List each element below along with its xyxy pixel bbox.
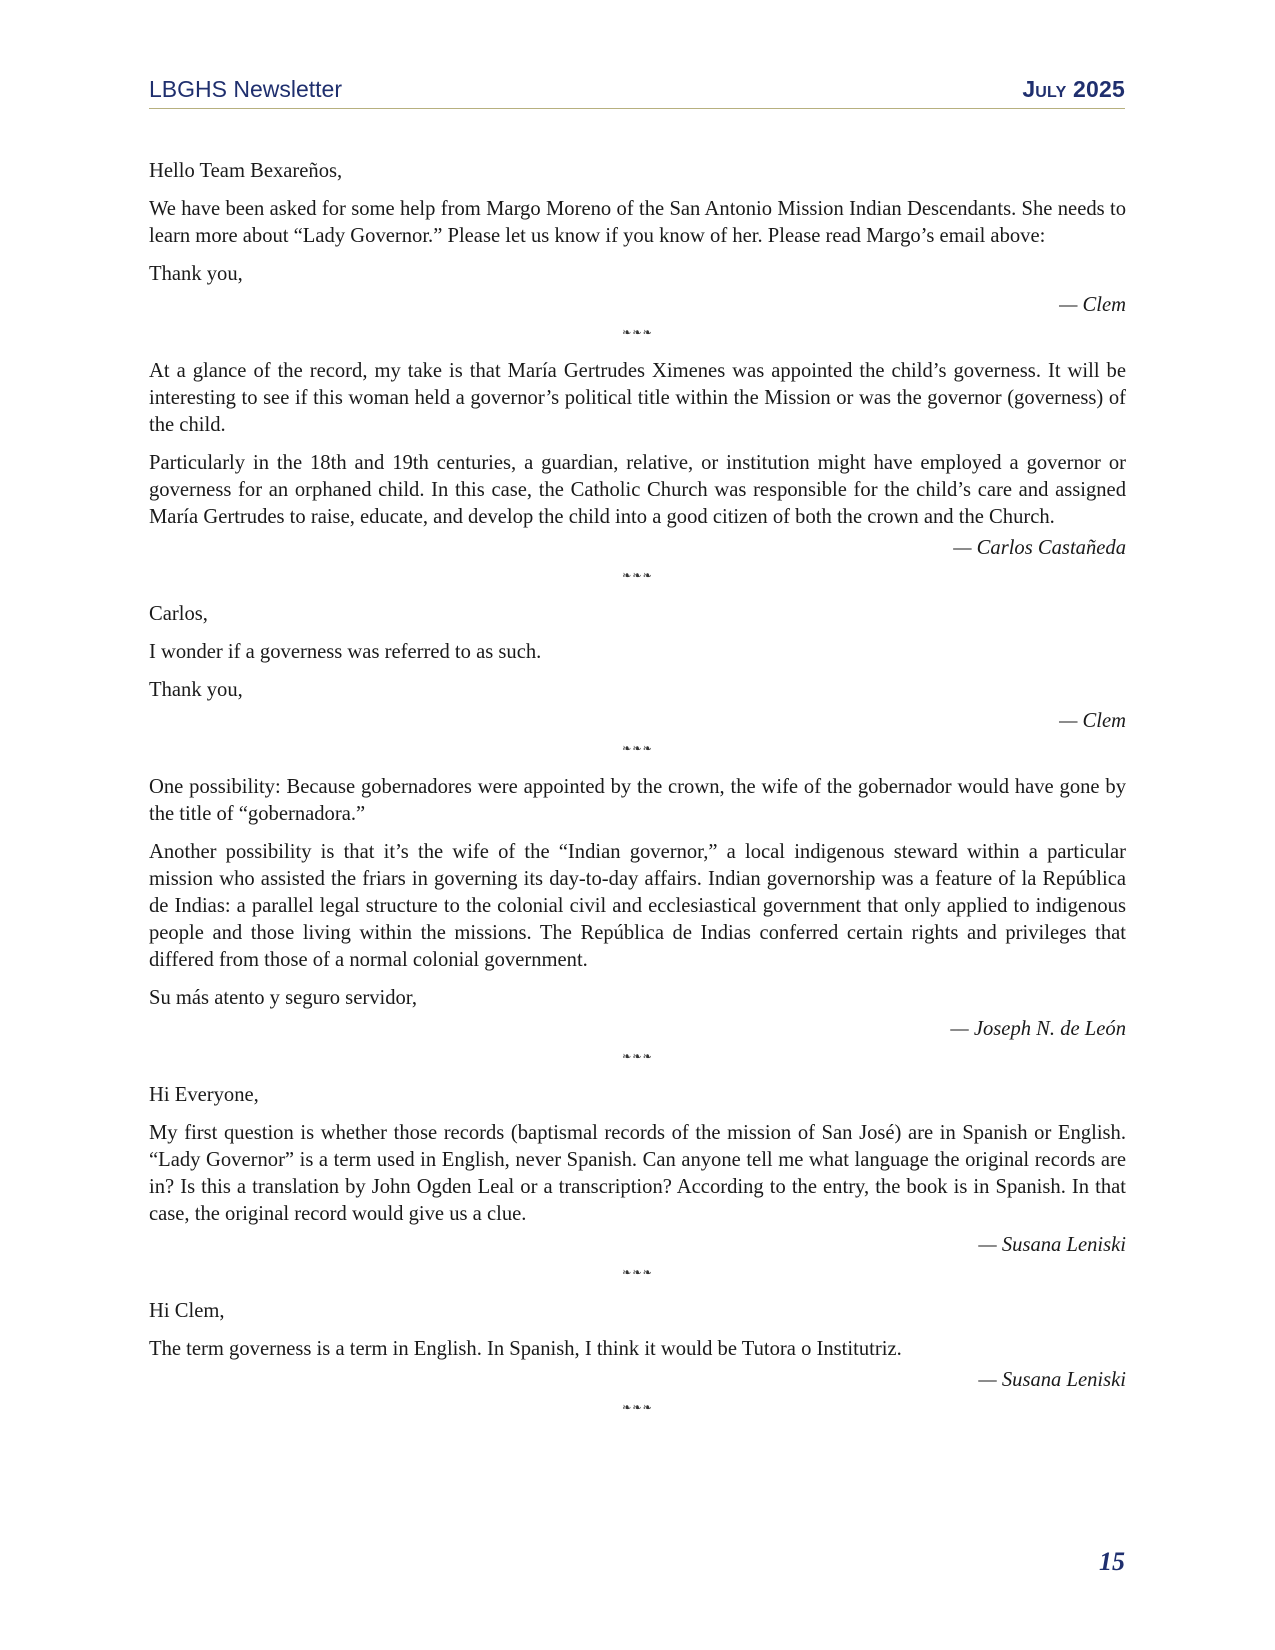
section-separator-ornament: ❧❧❧ — [622, 1267, 653, 1279]
page-header — [149, 74, 1125, 109]
paragraph: At a glance of the record, my take is that María Gertrudes Ximenes was appointed the child’s governess. It will be interesting to see if this woman held a governor’s political title within the Mission or was the governor (governess) of the child. — [149, 360, 1126, 436]
paragraph: Carlos, — [149, 603, 208, 625]
signature: — Carlos Castañeda — [953, 537, 1126, 559]
paragraph: The term governess is a term in English. In Spanish, I think it would be Tutora o Institutriz. — [149, 1338, 902, 1360]
section-separator-ornament: ❧❧❧ — [622, 1051, 653, 1063]
paragraph: My first question is whether those records (baptismal records of the mission of San José) are in Spanish or English. “Lady Governor” is a term used in English, never Spanish. Can anyone tell me what language the original records are in? Is this a translation by John Ogden Leal or a transcription? According to the entry, the book is in Spanish. In that case, the original record would give us a clue. — [149, 1122, 1126, 1225]
signature: — Susana Leniski — [978, 1234, 1126, 1256]
paragraph: Hello Team Bexareños, — [149, 160, 343, 182]
issue-date: July 2025 — [1022, 76, 1125, 102]
newsletter-title: LBGHS Newsletter — [149, 76, 343, 102]
paragraph: Hi Everyone, — [149, 1084, 259, 1106]
paragraph: Hi Clem, — [149, 1300, 225, 1322]
article-body — [149, 158, 1126, 1433]
paragraph: One possibility: Because gobernadores were appointed by the crown, the wife of the gobernador would have gone by the title of “gobernadora.” — [149, 776, 1126, 825]
paragraph: Su más atento y seguro servidor, — [149, 987, 417, 1009]
signature: — Susana Leniski — [978, 1369, 1126, 1391]
section-separator-ornament: ❧❧❧ — [622, 1402, 653, 1414]
paragraph: Thank you, — [149, 679, 243, 701]
paragraph: I wonder if a governess was referred to as such. — [149, 641, 542, 663]
signature: — Clem — [1059, 294, 1126, 316]
signature: — Joseph N. de León — [950, 1018, 1126, 1040]
section-separator-ornament: ❧❧❧ — [622, 743, 653, 755]
paragraph: Thank you, — [149, 263, 243, 285]
section-separator-ornament: ❧❧❧ — [622, 570, 653, 582]
paragraph: Another possibility is that it’s the wife of the “Indian governor,” a local indigenous steward within a particular mission who assisted the friars in governing its day-to-day affairs. Indian governorship was a feature of la República de Indias: a parallel legal structure to the colonial civil and ecclesiastical government that only applied to indigenous people and those living within the missions. The República de Indias conferred certain rights and privileges that differed from those of a normal colonial government. — [149, 841, 1126, 971]
signature: — Clem — [1059, 710, 1126, 732]
paragraph: We have been asked for some help from Margo Moreno of the San Antonio Mission Indian Descendants. She needs to learn more about “Lady Governor.” Please let us know if you know of her. Please read Margo’s email above: — [149, 198, 1126, 247]
section-separator-ornament: ❧❧❧ — [622, 327, 653, 339]
paragraph: Particularly in the 18th and 19th centuries, a guardian, relative, or institution might have employed a governor or governess for an orphaned child. In this case, the Catholic Church was responsible for the child’s care and assigned María Gertrudes to raise, educate, and develop the child into a good citizen of both the crown and the Church. — [149, 452, 1126, 528]
page-number: 15 — [1099, 1547, 1125, 1576]
